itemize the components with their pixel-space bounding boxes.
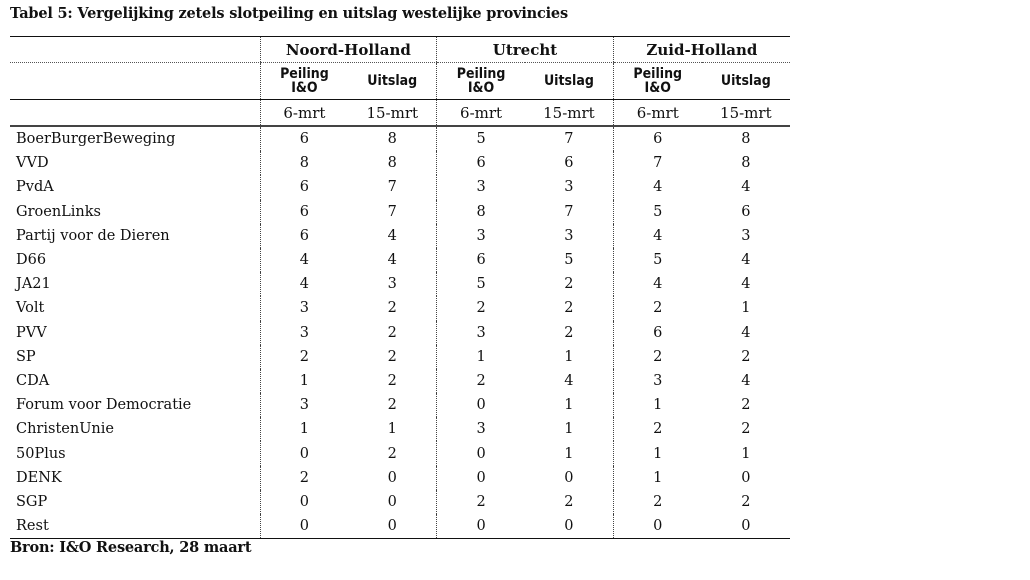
seats-uitslag: 4 — [741, 252, 751, 269]
table-row — [10, 200, 790, 224]
date-header-row — [10, 100, 790, 127]
seats-uitslag: 1 — [564, 348, 574, 365]
sub-header-row — [10, 63, 790, 100]
seats-peiling: 2 — [437, 490, 525, 514]
table-title: Tabel 5: Vergelijking zetels slotpeiling en uitslag westelijke provincies — [10, 5, 568, 22]
seats-peiling: 3 — [437, 417, 525, 441]
seats-peiling: 1 — [260, 369, 348, 393]
seats-peiling: 2 — [613, 490, 701, 514]
seats-peiling: 7 — [613, 151, 701, 175]
table-row — [10, 345, 790, 369]
party-name: Partij voor de Dieren — [16, 227, 170, 244]
table-row — [10, 321, 790, 345]
table-body — [10, 126, 790, 539]
seats-uitslag: 0 — [564, 469, 574, 486]
seats-peiling: 0 — [260, 441, 348, 465]
province-header-zuid-holland: Zuid-Holland — [613, 37, 790, 63]
seats-peiling: 3 — [437, 321, 525, 345]
seats-uitslag: 8 — [387, 131, 397, 148]
seats-uitslag: 8 — [387, 155, 397, 172]
seats-uitslag: 2 — [564, 276, 574, 293]
subheader-uitslag: Uitslag — [348, 63, 436, 100]
seats-uitslag: 8 — [741, 155, 751, 172]
seats-peiling: 3 — [437, 224, 525, 248]
seats-uitslag: 0 — [702, 514, 790, 539]
seats-uitslag: 7 — [387, 203, 397, 220]
table-row — [10, 490, 790, 514]
seats-uitslag: 0 — [348, 514, 436, 539]
seats-peiling: 4 — [613, 175, 701, 199]
subheader-uitslag: Uitslag — [702, 63, 790, 100]
table-row — [10, 417, 790, 441]
seats-peiling: 6 — [613, 126, 701, 151]
seats-peiling: 0 — [437, 466, 525, 490]
seats-peiling: 4 — [260, 248, 348, 272]
seats-uitslag: 5 — [564, 252, 574, 269]
party-name: Forum voor Democratie — [16, 397, 192, 414]
subheader-uitslag: Uitslag — [525, 63, 613, 100]
seats-uitslag: 1 — [564, 445, 574, 462]
seats-uitslag: 4 — [387, 227, 397, 244]
seats-uitslag: 4 — [741, 372, 751, 389]
seats-peiling: 3 — [613, 369, 701, 393]
table-row — [10, 272, 790, 296]
table-row — [10, 151, 790, 175]
seats-peiling: 3 — [260, 321, 348, 345]
seats-uitslag: 6 — [564, 155, 574, 172]
seats-uitslag: 8 — [741, 131, 751, 148]
seats-uitslag: 4 — [741, 276, 751, 293]
seats-uitslag: 2 — [387, 324, 397, 341]
seats-peiling: 0 — [260, 514, 348, 539]
seats-peiling: 4 — [260, 272, 348, 296]
seats-uitslag: 0 — [387, 493, 397, 510]
seats-peiling: 6 — [260, 224, 348, 248]
seats-peiling: 4 — [613, 272, 701, 296]
seats-peiling: 2 — [437, 369, 525, 393]
party-name: D66 — [16, 252, 47, 269]
table-row — [10, 175, 790, 199]
party-name: DENK — [16, 469, 62, 486]
seats-peiling: 1 — [437, 345, 525, 369]
seats-uitslag: 2 — [564, 493, 574, 510]
seats-peiling: 4 — [613, 224, 701, 248]
seats-uitslag: 4 — [741, 179, 751, 196]
seats-uitslag: 0 — [741, 469, 751, 486]
seats-peiling: 1 — [613, 441, 701, 465]
table-row — [10, 441, 790, 465]
seats-peiling: 5 — [613, 248, 701, 272]
seats-peiling: 1 — [260, 417, 348, 441]
seats-comparison-table — [10, 36, 790, 539]
seats-uitslag: 2 — [741, 397, 751, 414]
party-name: PVV — [16, 324, 47, 341]
seats-uitslag: 2 — [387, 348, 397, 365]
date-peiling: 6-mrt — [260, 100, 348, 127]
party-name: Volt — [16, 300, 45, 317]
seats-peiling: 3 — [437, 175, 525, 199]
table-row — [10, 224, 790, 248]
table-row — [10, 514, 790, 539]
seats-uitslag: 4 — [564, 372, 574, 389]
seats-peiling: 5 — [613, 200, 701, 224]
table-row — [10, 248, 790, 272]
seats-peiling: 0 — [260, 490, 348, 514]
source-note: Bron: I&O Research, 28 maart — [10, 539, 252, 556]
seats-peiling: 1 — [613, 466, 701, 490]
seats-uitslag: 3 — [387, 276, 397, 293]
table-row — [10, 466, 790, 490]
seats-uitslag: 0 — [387, 469, 397, 486]
party-name: VVD — [16, 155, 49, 172]
subheader-peiling: Peiling I&O — [260, 63, 348, 100]
seats-uitslag: 0 — [525, 514, 613, 539]
seats-peiling: 2 — [260, 345, 348, 369]
seats-peiling: 2 — [613, 296, 701, 320]
seats-peiling: 1 — [613, 393, 701, 417]
seats-uitslag: 6 — [741, 203, 751, 220]
seats-peiling: 3 — [260, 393, 348, 417]
party-name: CDA — [16, 372, 50, 389]
seats-uitslag: 1 — [387, 421, 397, 438]
table-row — [10, 126, 790, 151]
subheader-peiling: Peiling I&O — [437, 63, 525, 100]
party-name: GroenLinks — [16, 203, 101, 220]
party-name: BoerBurgerBeweging — [16, 131, 176, 148]
party-name: Rest — [10, 514, 260, 539]
table-row — [10, 296, 790, 320]
seats-uitslag: 2 — [741, 493, 751, 510]
seats-uitslag: 3 — [741, 227, 751, 244]
seats-peiling: 6 — [260, 175, 348, 199]
seats-peiling: 0 — [613, 514, 701, 539]
seats-uitslag: 2 — [564, 324, 574, 341]
seats-peiling: 6 — [260, 200, 348, 224]
seats-peiling: 5 — [437, 272, 525, 296]
seats-uitslag: 3 — [564, 227, 574, 244]
seats-uitslag: 1 — [741, 300, 751, 317]
party-name: SP — [16, 348, 36, 365]
date-peiling: 6-mrt — [437, 100, 525, 127]
seats-uitslag: 7 — [564, 131, 574, 148]
seats-peiling: 5 — [437, 126, 525, 151]
table-row — [10, 369, 790, 393]
party-name: PvdA — [16, 179, 54, 196]
seats-uitslag: 1 — [564, 397, 574, 414]
header-blank — [10, 37, 260, 63]
seats-uitslag: 4 — [387, 252, 397, 269]
seats-uitslag: 4 — [741, 324, 751, 341]
seats-peiling: 0 — [437, 441, 525, 465]
header-blank — [10, 63, 260, 100]
seats-uitslag: 2 — [387, 372, 397, 389]
date-peiling: 6-mrt — [613, 100, 701, 127]
seats-uitslag: 2 — [741, 421, 751, 438]
province-header-utrecht: Utrecht — [437, 37, 614, 63]
seats-peiling: 6 — [613, 321, 701, 345]
seats-peiling: 8 — [260, 151, 348, 175]
seats-peiling: 2 — [613, 345, 701, 369]
seats-peiling: 2 — [260, 466, 348, 490]
seats-peiling: 6 — [437, 151, 525, 175]
party-name: SGP — [16, 493, 48, 510]
party-name: 50Plus — [16, 445, 66, 462]
province-header-row — [10, 37, 790, 63]
header-blank — [10, 100, 260, 127]
seats-peiling: 6 — [260, 126, 348, 151]
seats-uitslag: 2 — [387, 397, 397, 414]
seats-uitslag: 1 — [741, 445, 751, 462]
seats-uitslag: 1 — [564, 421, 574, 438]
seats-peiling: 2 — [437, 296, 525, 320]
seats-peiling: 8 — [437, 200, 525, 224]
date-uitslag: 15-mrt — [348, 100, 436, 127]
date-uitslag: 15-mrt — [525, 100, 613, 127]
subheader-peiling: Peiling I&O — [613, 63, 701, 100]
seats-uitslag: 7 — [564, 203, 574, 220]
seats-peiling: 6 — [437, 248, 525, 272]
seats-peiling: 2 — [613, 417, 701, 441]
seats-uitslag: 2 — [387, 445, 397, 462]
seats-uitslag: 2 — [741, 348, 751, 365]
seats-peiling: 3 — [260, 296, 348, 320]
table-row — [10, 393, 790, 417]
seats-uitslag: 7 — [387, 179, 397, 196]
date-uitslag: 15-mrt — [702, 100, 790, 127]
seats-peiling: 0 — [437, 393, 525, 417]
party-name: JA21 — [16, 276, 51, 293]
province-header-noord-holland: Noord-Holland — [260, 37, 437, 63]
seats-uitslag: 2 — [564, 300, 574, 317]
seats-uitslag: 2 — [387, 300, 397, 317]
seats-uitslag: 3 — [564, 179, 574, 196]
party-name: ChristenUnie — [16, 421, 114, 438]
seats-peiling: 0 — [437, 514, 525, 539]
